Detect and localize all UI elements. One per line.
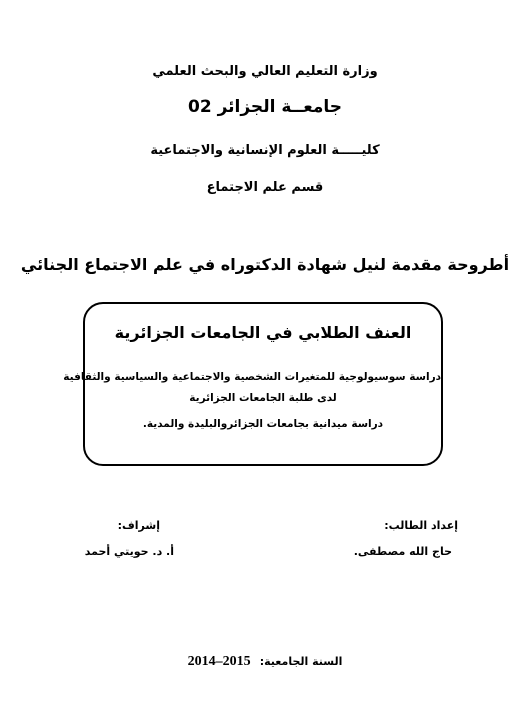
academic-year	[0, 650, 530, 670]
prepared-by-label: إعداد الطالب:	[384, 519, 458, 532]
thesis-subtitle-line-1: دراسة سوسيولوجية للمتغيرات الشخصية والاجتماعية والسياسية والثقافية	[63, 371, 441, 383]
thesis-title: العنف الطلابي في الجامعات الجزائرية	[114, 323, 412, 342]
supervisor-label: إشراف:	[117, 519, 160, 532]
department-name: قسم علم الاجتماع	[206, 180, 324, 195]
academic-year-value: 2014–2015	[187, 654, 251, 669]
thesis-subtitle-line-3: دراسة ميدانية بجامعات الجزائروالبليدة والمدية.	[142, 418, 384, 430]
academic-year-label: السنة الجامعية:	[259, 655, 343, 668]
supervisor-name: أ. د. حويتي أحمد	[84, 545, 174, 558]
thesis-statement: أطروحة مقدمة لنيل شهادة الدكتوراه في علم الاجتماع الجنائي	[20, 255, 510, 274]
university-name: جامعــة الجزائر 02	[187, 97, 343, 117]
faculty-name: كليـــــة العلوم الإنسانية والاجتماعية	[150, 143, 380, 158]
title-box	[63, 302, 443, 466]
ministry-name: وزارة التعليم العالي والبحث العلمي	[152, 64, 378, 79]
student-name: حاج الله مصطفى.	[353, 545, 452, 558]
thesis-subtitle-line-2: لدى طلبة الجامعات الجزائرية	[189, 392, 337, 404]
